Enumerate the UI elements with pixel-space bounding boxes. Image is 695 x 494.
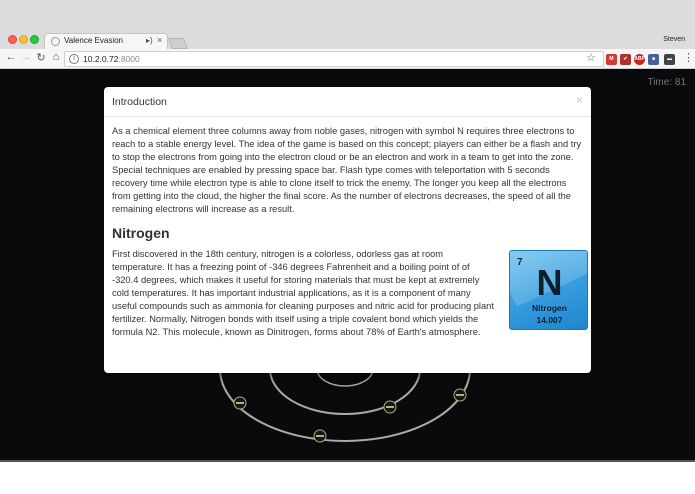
- tab-favicon-icon: [51, 37, 60, 46]
- speaker-icon[interactable]: ▸): [146, 36, 153, 45]
- extension-icon[interactable]: M: [606, 54, 617, 65]
- modal-header: [104, 87, 591, 117]
- element-name: Nitrogen: [532, 303, 567, 313]
- element-symbol: N: [536, 262, 563, 303]
- tab-close-button[interactable]: ×: [157, 35, 163, 45]
- url-text[interactable]: [83, 54, 140, 64]
- address-bar[interactable]: [64, 51, 604, 67]
- close-window-button[interactable]: [8, 35, 17, 44]
- modal-title: Introduction: [112, 96, 167, 108]
- url-host: 10.2.0.72: [83, 54, 119, 64]
- profile-name[interactable]: Steven: [663, 36, 685, 43]
- browser-bottom-area: [0, 462, 695, 494]
- minimize-window-button[interactable]: [19, 35, 28, 44]
- reload-icon[interactable]: ↻: [36, 52, 46, 64]
- extension-icon[interactable]: ■: [648, 54, 659, 65]
- star-icon[interactable]: ☆: [586, 52, 596, 64]
- nitrogen-section: [112, 248, 582, 358]
- info-icon[interactable]: i: [69, 54, 79, 64]
- maximize-window-button[interactable]: [30, 35, 39, 44]
- nitrogen-heading: Nitrogen: [112, 225, 170, 241]
- browser-tab[interactable]: [44, 33, 168, 50]
- menu-icon[interactable]: ⋮: [683, 52, 694, 64]
- home-icon[interactable]: ⌂: [52, 51, 60, 63]
- back-icon[interactable]: ←: [5, 51, 17, 63]
- extension-icon[interactable]: ✔: [620, 54, 631, 65]
- extension-icon[interactable]: ▬: [664, 54, 675, 65]
- game-timer: Time: 81: [647, 77, 686, 88]
- atomic-number: 7: [517, 257, 523, 268]
- nitrogen-element-tile: [509, 250, 588, 330]
- tab-title: Valence Evasion: [64, 36, 123, 45]
- forward-icon[interactable]: →: [20, 51, 32, 63]
- modal-body: [112, 125, 582, 358]
- atomic-mass: 14.007: [536, 315, 563, 325]
- modal-close-button[interactable]: ×: [575, 93, 583, 107]
- url-port: :8000: [118, 54, 140, 64]
- nitrogen-paragraph: First discovered in the 18th century, nitrogen is a colorless, odorless gas at room temperature. It has a freezing point of -346 degrees Fahrenheit and a boiling point of of -320.4 degrees, which makes it useful for storing materials that must be kept at extremely cold temperatures. It has important industrial applications, as it is a component of many useful compounds such as ammonia for cleaning purposes and nitric acid for producing plant fertilizer. Normally, Nitrogen bonds with itself using a triple covalent bond which yields the formula N2. This molecule, known as Dinitrogen, forms about 78% of Earth's atmosphere.: [112, 249, 494, 337]
- intro-paragraph: As a chemical element three columns away from noble gases, nitrogen with symbol N requires three electrons to reach to a stable energy level. The idea of the game is based on this concept; players can either be a flash and try to stop the electrons from going into the electron cloud or be an electron and work in a team to get into the zone. Special techniques are enabled by pressing space bar. Flash type comes with teleportation with 5 seconds recovery time while electron type is able to clone itself to trick the enemy. The longer you keep all the electrons from getting into the cloud, the higher the final score. As the number of electrons decreases, the speed of all the remaining electrons will increase as a result.: [112, 126, 582, 214]
- adblock-icon[interactable]: ABP: [634, 54, 645, 65]
- introduction-modal: [104, 87, 591, 373]
